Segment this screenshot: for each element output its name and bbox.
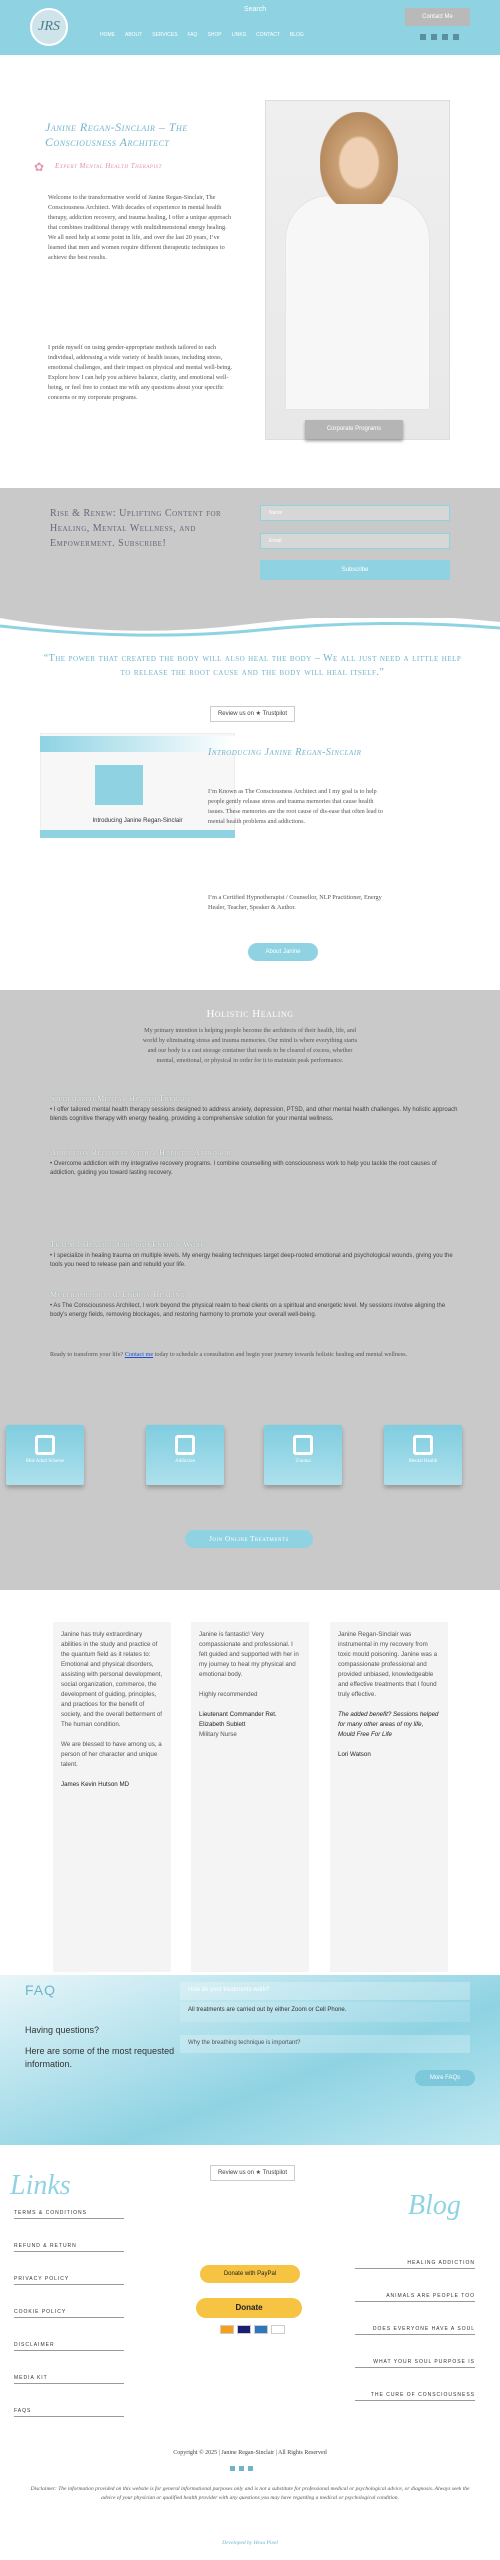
nav-item[interactable]: FAQ	[187, 32, 198, 38]
video-controls[interactable]	[40, 830, 235, 838]
testimonial-role: Military Nurse	[199, 1731, 237, 1738]
youtube-icon[interactable]	[248, 2466, 253, 2471]
intro-paragraph: I’m a Certified Hypnotherapist / Counsellor, NLP Practitioner, Energy Healer, Teacher, Speaker & Author.	[208, 894, 382, 911]
service-text: • I offer tailored mental health therapy sessions designed to address anxiety, depression, PTSD, and other mental health challenges. My holistic approach blends cognitive therapy with energy healing, providing a comprehensive solution for your mental wellness.	[50, 1107, 458, 1122]
testimonial-author: Lieutenant Commander Ret. Elizabeth Sublett	[199, 1711, 277, 1728]
service-card[interactable]	[6, 1425, 84, 1485]
nav-item[interactable]: LINKS	[231, 32, 247, 38]
headphones-icon	[35, 1435, 55, 1455]
testimonial-text: Janine Regan-Sinclair was instrumental in my recovery from toxic mould poisoning. Janine was a compassionate professional and provided unbiased, knowledgeable and effective treatments that I found truly effective.	[338, 1631, 438, 1698]
nav-item[interactable]: SHOP	[207, 32, 222, 38]
testimonial-text: Highly recommended	[199, 1691, 258, 1698]
faq-answer: All treatments are carried out by either Zoom or Cell Phone.	[180, 2002, 470, 2022]
blog-title: Blog	[408, 2190, 461, 2221]
blog-link[interactable]: WHAT YOUR SOUL PURPOSE IS	[355, 2359, 475, 2368]
footer-link[interactable]: REFUND & RETURN	[14, 2243, 124, 2252]
testimonial-author: Lori Watson	[338, 1751, 371, 1758]
footer-social-icons	[230, 2466, 253, 2471]
facebook-icon[interactable]	[230, 2466, 235, 2471]
ready-post: today to schedule a consultation and begin your journey towards holistic healing and mental wellness.	[153, 1351, 408, 1358]
intro-paragraph: I’m Known as The Consciousness Architect and I my goal is to help people gently release stress and trauma memories that cause health issues. These memories are the root cause of dis-ease that often lead to mental health problems and addictions.	[208, 788, 383, 825]
youtube-icon[interactable]	[442, 34, 448, 40]
lotus-icon: ✿	[34, 160, 45, 174]
service-heading: Multidimensional Energy Healing	[50, 1290, 186, 1299]
donate-button[interactable]: Donate	[196, 2298, 302, 2318]
footer-link[interactable]: MEDIA KIT	[14, 2375, 124, 2384]
site-logo[interactable]: JRS	[30, 8, 68, 46]
copyright: Copyright © 2025 | Janine Regan-Sinclair | All Rights Reserved	[173, 2450, 327, 2456]
faq-question[interactable]: Why the breathing technique is important?	[180, 2035, 470, 2053]
mastercard-icon	[220, 2325, 234, 2334]
portrait-face	[320, 112, 398, 204]
email-field[interactable]: Email	[260, 533, 450, 549]
service-text: • Overcome addiction with my integrative recovery programs. I combine counselling with consciousness work to help you tackle the root causes of addiction, guiding you toward lasting recovery.	[50, 1161, 437, 1176]
subscribe-button[interactable]: Subscribe	[260, 560, 450, 580]
service-text: • As The Consciousness Architect, I work beyond the physical realm to heal clients on a spiritual and energetic level. My sessions involve aligning the body’s energy fields, removing blockages, and restoring harmony to promote your overall well-being.	[50, 1303, 446, 1318]
service-heading: Specialized Mental Health Therapy	[50, 1094, 192, 1103]
linkedin-icon[interactable]	[453, 34, 459, 40]
service-card[interactable]	[264, 1425, 342, 1485]
facebook-icon[interactable]	[420, 34, 426, 40]
wave-divider	[0, 612, 500, 640]
nav-item[interactable]: SERVICES	[152, 32, 178, 38]
medical-kit-icon	[413, 1435, 433, 1455]
instagram-icon[interactable]	[431, 34, 437, 40]
testimonial-text: We are blessed to have among us, a person of her character and unique talent.	[61, 1741, 162, 1768]
blog-link[interactable]: DOES EVERYONE HAVE A SOUL	[355, 2326, 475, 2335]
footer-link[interactable]: COOKIE POLICY	[14, 2309, 124, 2318]
amex-icon	[254, 2325, 268, 2334]
main-nav	[100, 32, 340, 44]
video-header	[40, 736, 235, 752]
footer-link[interactable]: TERMS & CONDITIONS	[14, 2210, 124, 2219]
card-label: Mental Health	[408, 1459, 438, 1464]
testimonial-text: Janine is fantastic! Very compassionate and professional. I felt guided and supported with her in my journey to heal my physical and emotional body.	[199, 1631, 299, 1678]
service-text: • I specialize in healing trauma on multiple levels. My energy healing techniques target deep-rooted emotional and psychological wounds, giving you the tools you need to release pain and rebuild your life.	[50, 1253, 453, 1268]
person-icon	[293, 1435, 313, 1455]
nav-item[interactable]: BLOG	[289, 32, 304, 38]
testimonial-card	[330, 1622, 448, 1972]
faq-subheading: Here are some of the most requested information.	[25, 2046, 175, 2069]
video-thumbnail[interactable]	[95, 765, 143, 805]
testimonial-text: The added benefit? Sessions helped for many other areas of my life, Mould Free For Life	[338, 1711, 439, 1738]
testimonial-card	[53, 1622, 171, 1972]
disclaimer-text: Disclaimer: The information provided on this website is for general informational purposes only and is not a substitute for professional medical or psychological advice, or diagnosis. Always seek the advice of your physician or qualified health provider with any questions you may have regarding a medical or psychological condition.	[30, 2486, 470, 2501]
intro-title: Introducing Janine Regan-Sinclair	[208, 747, 362, 758]
search-input[interactable]: Search	[243, 6, 267, 13]
service-heading: Addiction Recovery with a Holistic Approach	[50, 1148, 232, 1157]
video-caption: Introducing Janine Regan-Sinclair	[92, 818, 183, 824]
trustpilot-badge[interactable]: Review us on ★ Trustpilot	[210, 706, 295, 722]
footer-link[interactable]: DISCLAIMER	[14, 2342, 124, 2351]
discover-icon	[271, 2325, 285, 2334]
subscribe-title: Rise & Renew: Uplifting Content for Healing, Mental Wellness, and Empowerment. Subscribe!	[50, 508, 222, 549]
footer-link[interactable]: PRIVACY POLICY	[14, 2276, 124, 2285]
online-treatments-button[interactable]: Join Online Treatments	[185, 1530, 313, 1548]
about-button[interactable]: About Janine	[248, 943, 318, 961]
links-title: Links	[10, 2170, 71, 2201]
holistic-title: Holistic Healing	[206, 1008, 294, 1020]
instagram-icon[interactable]	[239, 2466, 244, 2471]
corporate-programs-button[interactable]: Corporate Programs	[305, 420, 403, 439]
social-icons	[420, 34, 459, 40]
trustpilot-badge[interactable]: Review us on ★ Trustpilot	[210, 2165, 295, 2181]
card-label: Addiction	[175, 1459, 195, 1464]
service-heading: Trauma Healing through Energy Work	[50, 1240, 206, 1249]
hero-subtitle: Expert Mental Health Therapist	[55, 162, 162, 170]
name-field[interactable]: Name	[260, 505, 450, 521]
contact-button[interactable]: Contact Me	[405, 8, 470, 26]
card-label: Mid-Adult Scheme	[25, 1459, 65, 1464]
building-icon	[175, 1435, 195, 1455]
contact-link[interactable]: Contact me	[124, 1351, 154, 1358]
nav-item[interactable]: ABOUT	[125, 32, 143, 38]
hero-paragraph: Welcome to the transformative world of Janine Regan-Sinclair, The Consciousness Architect. With decades of experience in mental health therapy, addiction recovery, and trauma healing, I offer a unique approach that combines traditional therapy with multidimensional energy healing. We all need help at some point in life, and over the last 20 years, I’ve learned that men and women require different therapeutic techniques to achieve the best results.	[48, 194, 232, 261]
nav-item[interactable]: CONTACT	[256, 32, 280, 38]
testimonial-text: Janine has truly extraordinary abilities in the study and practice of the quantum field as it relates to: Emotional and physical disorders, assisting with personal development, social organization, commerce, the development of guiding, principles, and practices for the benefit of society, and the overall betterment of The human condition.	[61, 1631, 163, 1728]
quote-text: “The power that created the body will also heal the body – We all just need a little help to release the root cause and the body will heal itself.”	[43, 653, 462, 678]
more-faqs-button[interactable]: More FAQs	[415, 2070, 475, 2086]
service-card[interactable]	[146, 1425, 224, 1485]
paypal-donate-button[interactable]: Donate with PayPal	[200, 2265, 300, 2283]
hero-title: Janine Regan-Sinclair – The Consciousness Architect	[45, 120, 188, 149]
holistic-intro: My primary intention is helping people become the architects of their health, life, and world by eliminating stress and trauma memories. Our mind is where everything starts and our body is a cast storage container that needs to be cleared of excess, whether mental, emotional, or physical in order for it to maintain peak performance.	[142, 1027, 358, 1064]
ready-pre: Ready to transform your life?	[50, 1351, 125, 1358]
portrait-body	[285, 195, 430, 410]
service-card[interactable]	[384, 1425, 462, 1485]
footer-link[interactable]: FAQS	[14, 2408, 124, 2417]
developer-credit[interactable]: Developed by Hexa Pixel	[222, 2540, 278, 2546]
payment-icons	[220, 2325, 285, 2334]
faq-question[interactable]: How do your treatments work?	[180, 1982, 470, 2000]
blog-link[interactable]: THE CURE OF CONSCIOUSNESS	[355, 2392, 475, 2401]
ready-text	[50, 1350, 450, 1360]
faq-heading: Having questions?	[25, 2025, 100, 2035]
faq-title: FAQ	[25, 1982, 57, 1998]
hero-paragraph: I pride myself on using gender-appropriate methods tailored to each individual, addressing a wide variety of health issues, including stress, emotional challenges, and their impact on physical and mental well-being. Explore how I can help you achieve balance, clarity, and emotional well-being, or feel free to contact me with any questions about your specific concerns or my corporate programs.	[48, 344, 233, 401]
visa-icon	[237, 2325, 251, 2334]
nav-item[interactable]: HOME	[100, 32, 115, 38]
testimonial-card	[191, 1622, 309, 1972]
testimonial-author: James Kevin Hutson MD	[61, 1781, 130, 1788]
blog-link[interactable]: HEALING ADDICTION	[355, 2260, 475, 2269]
blog-link[interactable]: ANIMALS ARE PEOPLE TOO	[355, 2293, 475, 2302]
card-label: Trauma	[295, 1459, 311, 1464]
